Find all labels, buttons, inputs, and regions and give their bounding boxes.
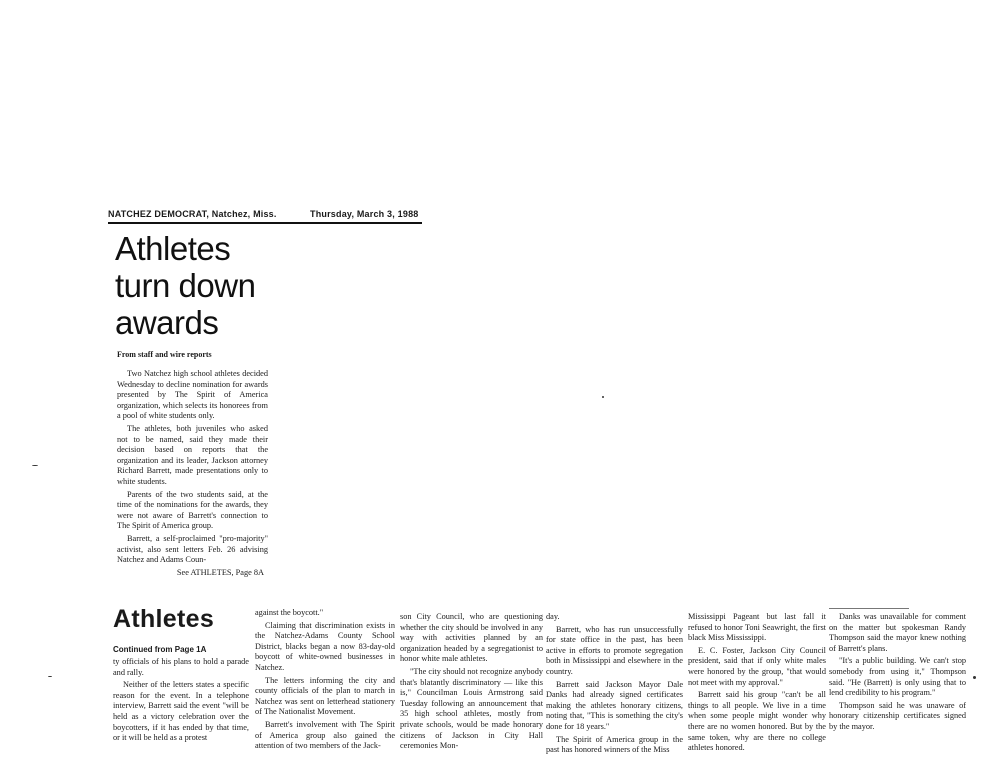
paragraph: Danks was unavailable for comment on the matter but spokesman Randy Thompson said the mayor knew nothing of Barrett's plans. bbox=[829, 612, 966, 653]
paragraph: Barrett said Jackson Mayor Dale Danks had already signed certificates making the athletes honorary citizens, noting that, "This is something the city's done for 18 years." bbox=[546, 679, 683, 731]
headline-line: turn down bbox=[115, 267, 256, 304]
continuation-column-6 bbox=[829, 612, 966, 735]
continuation-column-2 bbox=[255, 608, 395, 754]
masthead-rule bbox=[108, 222, 422, 224]
paragraph: against the boycott." bbox=[255, 608, 324, 617]
paragraph: Barrett, a self-proclaimed "pro-majority" activist, also sent letters Feb. 26 advising Natchez and Adams Coun- bbox=[117, 533, 268, 565]
front-page-column bbox=[117, 369, 268, 578]
publication-name: NATCHEZ DEMOCRAT, Natchez, Miss. bbox=[108, 209, 277, 219]
publication-date: Thursday, March 3, 1988 bbox=[310, 209, 419, 219]
paragraph: Parents of the two students said, at the time of the nominations for the awards, they were not aware of Barrett's connection to The Spirit of America group. bbox=[117, 489, 268, 531]
continuation-headline: Athletes bbox=[113, 605, 215, 633]
paragraph: son City Council, who are questioning whether the city should be involved in any way with activities planned by an organization headed by a segregationist to honor white male athletes. bbox=[400, 612, 543, 664]
scan-speck bbox=[48, 676, 52, 677]
paragraph: "It's a public building. We can't stop somebody from using it," Thompson said. "He (Barrett) is only using that to lend credibility to his program." bbox=[829, 656, 966, 698]
continuation-column-5 bbox=[688, 612, 826, 756]
continuation-column-4 bbox=[546, 612, 683, 758]
jump-line: See ATHLETES, Page 8A bbox=[176, 567, 264, 577]
paragraph: The letters informing the city and county officials of the plan to march in Natchez was sent on letterhead stationery of The Nationalist Movement. bbox=[255, 675, 395, 717]
continuation-column-1 bbox=[113, 657, 249, 746]
paragraph: E. C. Foster, Jackson City Council president, said that if only white males were honored by the group, "that would not meet with my approval." bbox=[688, 645, 826, 687]
paragraph: Barrett, who has run unsuccessfully for state office in the past, has been active in efforts to promote segregation both in Mississippi and elsewhere in the country. bbox=[546, 624, 683, 676]
paragraph: day. bbox=[546, 612, 560, 621]
paragraph: Two Natchez high school athletes decided Wednesday to decline nomination for awards presented by The Spirit of America organization, which selects its honorees from a pool of white students only. bbox=[117, 369, 268, 421]
scan-speck bbox=[32, 465, 38, 466]
paragraph: The Spirit of America group in the past has honored winners of the Miss bbox=[546, 734, 683, 755]
paragraph: Neither of the letters states a specific reason for the event. In a telephone interview, Barrett said the event "will be held as a victory celebration over the boycotters, if it has ended by that time, or it will be held as a protest bbox=[113, 680, 249, 743]
scan-speck bbox=[602, 396, 604, 398]
paragraph: Thompson said he was unaware of honorary citizenship certificates signed by the mayor. bbox=[829, 700, 966, 731]
column-divider bbox=[829, 608, 909, 609]
headline bbox=[115, 230, 275, 341]
dateline bbox=[108, 209, 422, 219]
paragraph: "The city should not recognize anybody that's blatantly discriminatory — like this is," Councilman Louis Armstrong said Tuesday following an announcement that 35 high school athletes, mostly from private schools, would be made honorary citizens of Jackson in City Hall ceremonies Mon- bbox=[400, 666, 543, 751]
paragraph: ty officials of his plans to hold a parade and rally. bbox=[113, 657, 249, 677]
scan-speck bbox=[973, 676, 976, 679]
headline-line: awards bbox=[115, 304, 219, 341]
byline: From staff and wire reports bbox=[117, 350, 212, 359]
paragraph: Barrett said his group "can't be all things to all people. We live in a time when some people might wonder why there are no women honored. But by the same token, why are there no college athletes honored. bbox=[688, 690, 826, 753]
paragraph: Mississippi Pageant but last fall it refused to honor Toni Seawright, the first black Miss Mississippi. bbox=[688, 612, 826, 643]
headline-line: Athletes bbox=[115, 230, 231, 267]
continuation-column-3 bbox=[400, 612, 543, 754]
paragraph: Barrett's involvement with The Spirit of America group also gained the attention of two members of the Jack- bbox=[255, 719, 395, 751]
continued-from-line: Continued from Page 1A bbox=[113, 645, 207, 654]
paragraph: The athletes, both juveniles who asked not to be named, said they made their decision based on reports that the organization and its leader, Jackson attorney Richard Barrett, made presentations only to white students. bbox=[117, 423, 268, 486]
paragraph: Claiming that discrimination exists in the Natchez-Adams County School District, blacks began a now 83-day-old boycott of white-owned businesses in Natchez. bbox=[255, 620, 395, 672]
